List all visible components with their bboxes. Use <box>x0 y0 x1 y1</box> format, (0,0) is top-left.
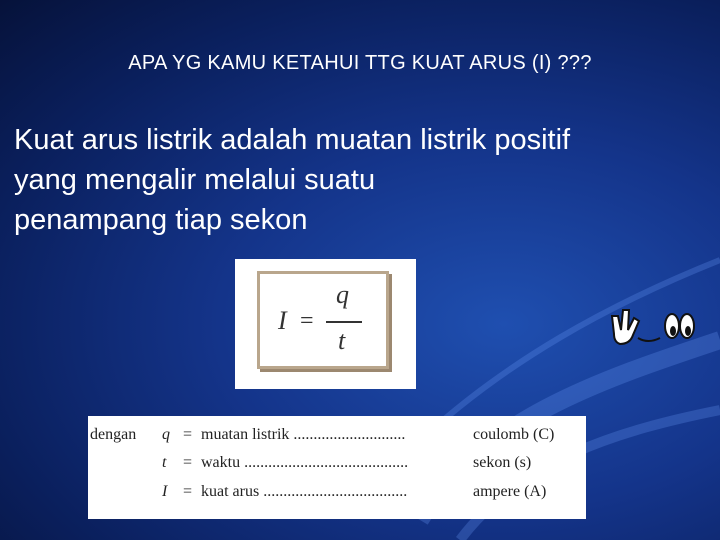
definition-unit: coulomb (C) <box>473 426 555 443</box>
definition-description: waktu ......................................... <box>201 454 409 471</box>
definitions-table <box>88 416 586 519</box>
definition-prefix: dengan <box>90 426 137 443</box>
formula-numerator: q <box>336 280 349 309</box>
cartoon-hand-peace-icon <box>608 304 698 350</box>
slide-body <box>14 120 714 240</box>
definition-row <box>88 454 586 478</box>
formula-denominator: t <box>338 326 346 355</box>
formula-image <box>235 259 416 389</box>
body-line: Kuat arus listrik adalah muatan listrik positif <box>14 124 571 156</box>
definition-unit: sekon (s) <box>473 454 532 471</box>
definition-unit: ampere (A) <box>473 483 547 500</box>
formula-equals: = <box>300 308 314 334</box>
fraction-bar <box>326 321 362 323</box>
formula-lhs: I <box>278 306 287 335</box>
body-line: yang mengalir melalui suatu <box>14 164 376 196</box>
definition-symbol: q <box>162 426 170 443</box>
definition-equals: = <box>183 426 193 443</box>
definition-symbol: t <box>162 454 167 471</box>
definition-row <box>88 426 586 450</box>
body-line: penampang tiap sekon <box>14 204 308 236</box>
definition-description: muatan listrik ............................ <box>201 426 406 443</box>
definition-row <box>88 483 586 507</box>
slide-title: APA YG KAMU KETAHUI TTG KUAT ARUS (I) ??? <box>128 52 592 74</box>
definition-symbol: I <box>162 483 168 500</box>
formula-frame <box>257 271 389 369</box>
definition-description: kuat arus .................................... <box>201 483 408 500</box>
definition-equals: = <box>183 483 193 500</box>
definition-equals: = <box>183 454 193 471</box>
